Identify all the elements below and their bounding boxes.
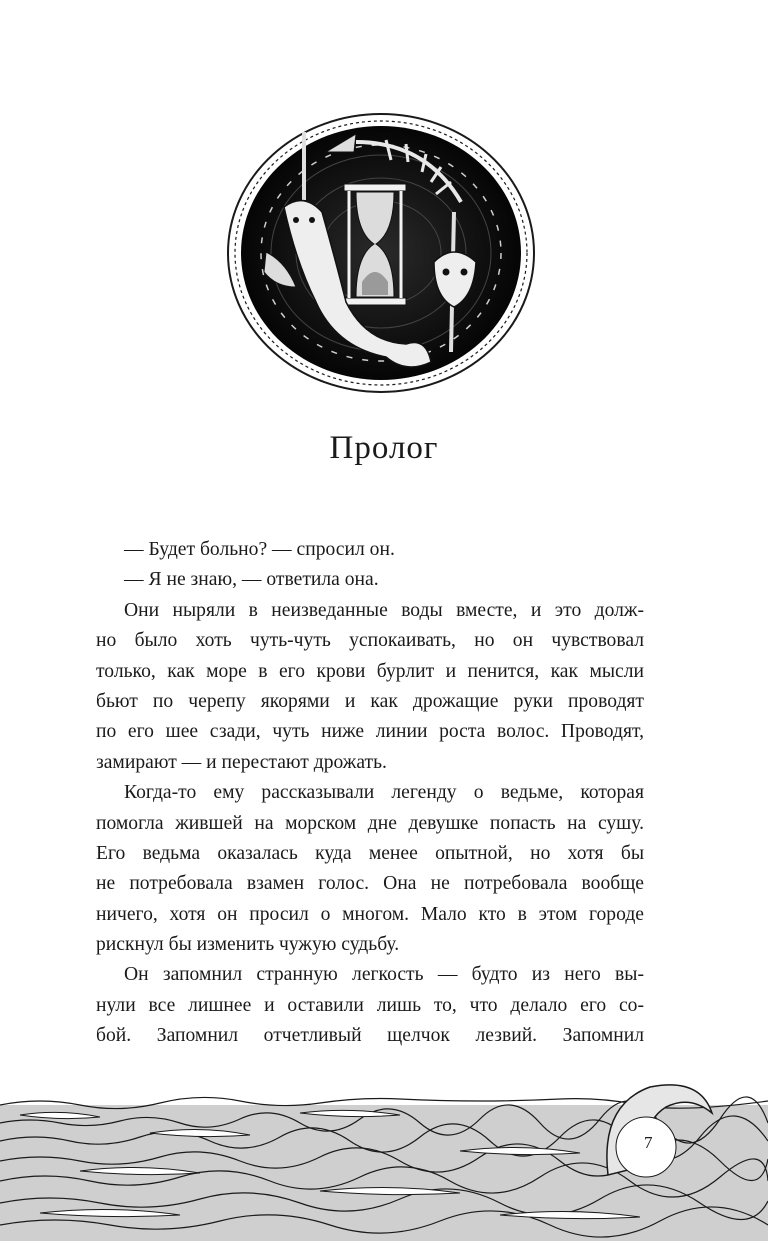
- text-line: не потребовала взамен голос. Она не потребовала вообще: [96, 873, 644, 895]
- page-number: 7: [644, 1133, 653, 1152]
- chapter-emblem: [226, 112, 536, 394]
- text-line: по его шее сзади, чуть ниже линии роста волос. Проводят,: [96, 721, 644, 743]
- body-text: [96, 535, 644, 1052]
- text-line: но было хоть чуть-чуть успокаивать, но он чувствовал: [96, 630, 644, 652]
- text-line: — Будет больно? — спросил он.: [124, 539, 395, 560]
- text-line: — Я не знаю, — ответила она.: [124, 569, 379, 591]
- text-line: рискнул бы изменить чужую судьбу.: [96, 934, 400, 956]
- sea-waves: [0, 1065, 768, 1241]
- text-line: замирают — и перестают дрожать.: [96, 751, 387, 773]
- text-line: только, как море в его крови бурлит и пенится, как мысли: [96, 660, 644, 682]
- text-line: Когда-то ему рассказывали легенду о ведьме, которая: [124, 782, 644, 804]
- chapter-title: Пролог: [329, 430, 439, 466]
- text-line: Он запомнил странную легкость — будто из него вы-: [124, 964, 644, 986]
- text-line: Его ведьма оказалась куда менее опытной, но хотя бы: [96, 842, 644, 864]
- text-line: бьют по черепу якорями и как дрожащие руки проводят: [96, 690, 644, 712]
- text-line: Они ныряли в неизведанные воды вместе, и это долж-: [124, 599, 644, 621]
- text-line: ничего, хотя он просил о многом. Мало кто в этом городе: [96, 903, 644, 925]
- text-line: помогла жившей на морском дне девушке попасть на сушу.: [96, 812, 644, 834]
- text-line: нули все лишнее и оставили лишь то, что делало его со-: [96, 994, 644, 1016]
- text-line: бой. Запомнил отчетливый щелчок лезвий. Запомнил: [96, 1025, 644, 1047]
